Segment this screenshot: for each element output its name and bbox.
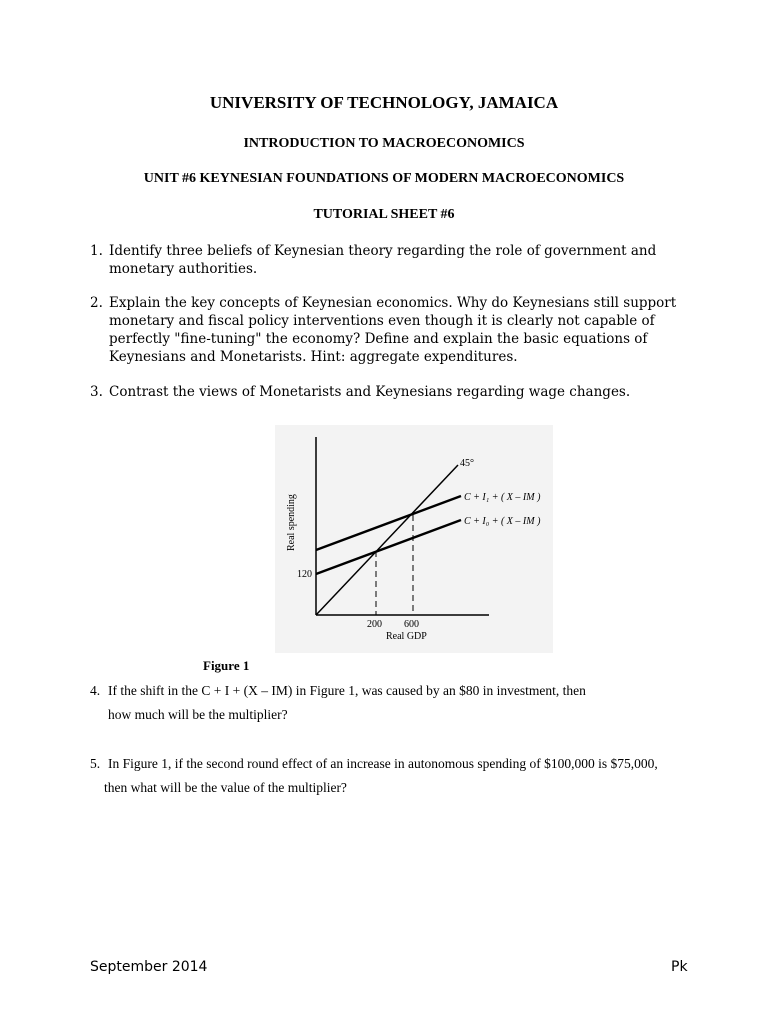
- upper-expenditure-line: [316, 496, 461, 550]
- university-title: UNIVERSITY OF TECHNOLOGY, JAMAICA: [209, 93, 559, 112]
- tutorial-title: TUTORIAL SHEET #6: [313, 207, 455, 222]
- x-axis-label: Real GDP: [386, 631, 427, 642]
- question-text-line-2: then what will be the value of the multiplier?: [104, 780, 347, 795]
- label-lower-line: C + I₀ + ( X – IM ): [464, 516, 541, 527]
- label-45-degree: 45°: [460, 458, 474, 469]
- question-text-line-1: If the shift in the C + I + (X – IM) in Figure 1, was caused by an $80 in investment, then: [108, 683, 586, 698]
- x-tick-200: 200: [367, 619, 382, 630]
- course-title: INTRODUCTION TO MACROECONOMICS: [243, 136, 525, 151]
- y-tick-120: 120: [297, 569, 312, 580]
- question-number: 5.: [90, 756, 101, 771]
- question-text-line-2: how much will be the multiplier?: [108, 707, 288, 722]
- unit-title: UNIT #6 KEYNESIAN FOUNDATIONS OF MODERN MACROECONOMICS: [143, 171, 625, 186]
- question-text-line-1: In Figure 1, if the second round effect of an increase in autonomous spending of $100,000 is $75,000,: [108, 756, 658, 771]
- question-number: 1.: [90, 243, 103, 259]
- question-number: 3.: [90, 384, 103, 400]
- question-text: Contrast the views of Monetarists and Keynesians regarding wage changes.: [109, 384, 631, 400]
- footer-initials: Pk: [671, 959, 688, 975]
- figure-1-graph: [275, 425, 553, 653]
- question-number: 2.: [90, 295, 103, 311]
- footer-date: September 2014: [90, 959, 208, 975]
- question-text: Identify three beliefs of Keynesian theory regarding the role of government and monetary authorities.: [109, 243, 657, 277]
- lower-expenditure-line: [316, 520, 461, 574]
- figure-caption: Figure 1: [203, 658, 250, 673]
- y-axis-label: Real spending: [286, 494, 297, 551]
- x-tick-600: 600: [404, 619, 419, 630]
- line-45-degree: [316, 465, 458, 615]
- keynesian-cross-diagram: [275, 425, 553, 653]
- label-upper-line: C + I₁ + ( X – IM ): [464, 492, 541, 503]
- question-number: 4.: [90, 683, 101, 698]
- question-text: Explain the key concepts of Keynesian economics. Why do Keynesians still support monetary and fiscal policy interventions even though it is clearly not capable of perfectly "fine-tuning" the economy? Define and explain the basic equations of Keynesians and Monetarists. Hint: aggregate expenditures.: [109, 295, 677, 365]
